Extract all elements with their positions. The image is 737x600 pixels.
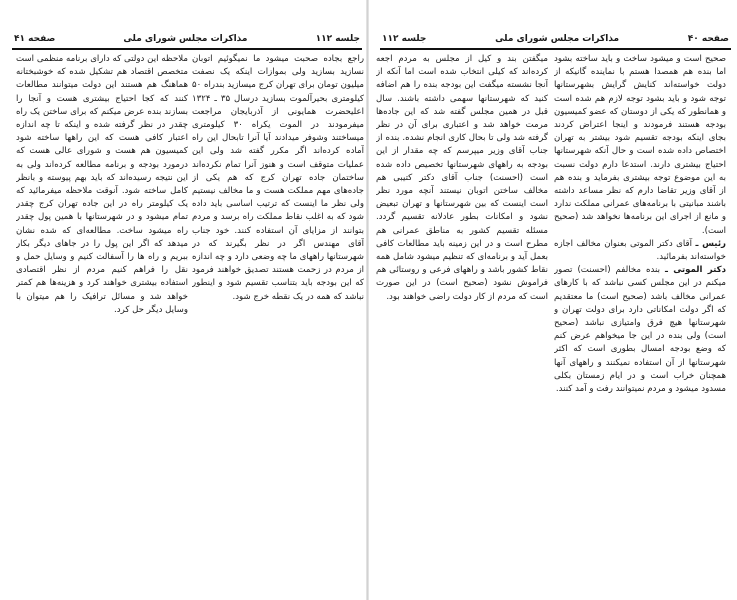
session-label: جلسه ۱۱۲ [315,34,360,44]
right-page [368,0,737,600]
text-column-right [554,53,726,593]
page-header [14,32,360,46]
header-rule [380,48,731,50]
speech-text: بنده مخالفم (احسنت) تصور میکنم در این مجلس کسی نباشد که با کارهای عمرانی مخالف باشد (صحیح است) ما معتقدیم که اگر دولت امکاناتی دارد برای دولت تهران و شهرستانها هیچ فرق وامتیازی نباشد (صحیح است) ولی بنده در این جا میخواهم عرض کنم که وضع بودجه امسال بطوری است که اکثر شهرستانها از آن استفاده نمیکنند و راههای آنها همچنان خراب است و در ایام زمستان بکلی مسدود میشود و مردم نمیتوانند رفت و آمد کنند. [554,265,726,395]
paragraph: ملاحظه این دولتی که دارای برنامه منظمی است متخصص اقتصاد هم تشکیل شده که خوشبختانه هماهنگ هم هستند این دولت میتوانند مطالعات کنند که کجا احتیاج بیشتری هست و آنجا را بسازند بنده عرض میکنم که برای ساختن یک راه چقدر در نظر گرفته شده و اینکه تا چه اندازه اعتبار کافی هست که این راهها ساخته شود کمیسیون هم هست و شورای عالی هست که درمورد بودجه و برنامه مطالعه کرده‌اند ولی به این نتیجه رسیده‌اند که باید بهم پیوسته و بانظر کامل ساخته شود. آنوقت ملاحظه میفرمائید که یک کیلومتر راه در این جاده تهران کرج چقدر تمام میشود و در شهرستانها با همین پول چقدر راه میشود ساخت. مطالعه‌ای که شده نشان میدهد که اگر این پول را در جاهای دیگر بکار ببریم و راه ها را آسفالت کنیم و وسایل حمل و نقل را فراهم کنیم مردم از نظر اقتصادی استفاده بیشتری خواهند کرد و هزینه‌ها هم کمتر خواهد شد و مسائل ترافیک را هم میتوان با وسایل دیگر حل کرد. [16,54,188,315]
speech-paragraph [554,238,726,264]
text-column-left [16,53,188,593]
speech-paragraph [554,264,726,396]
paragraph: میگفتن بند و کیل از مجلس به مردم اجعه کرده‌اند که کیلی انتخاب شده است اما آنکه از آنجا نشسته میگفت این بودجه بنده را هم اضافه کنید که شهرستانها سهمی داشته باشند. سال قبل در همین مجلس گفته شد که این جاده‌ها مرمت خواهد شد و اعتباری برای آن در نظر گرفته شد ولی تا بحال کاری انجام نشده. بنده از جناب آقای وزیر میپرسم که چه مقدار از این بودجه به راههای شهرستانها تخصیص داده شده است (احسنت) جناب آقای دکتر کتیبی هم مخالف ساختن اتوبان نیستند آنچه مورد نظر است اینست که بین شهرستانها و تهران تبعیض نشود و امکانات بطور عادلانه تقسیم گردد. مسئله تقسیم کشور به مناطق عمرانی هم مطرح است و در این زمینه باید مطالعات کافی بعمل آید و برنامه‌ای که تنظیم میشود شامل همه نقاط کشور باشد و راههای فرعی و روستائی هم فراموش نشود (صحیح است) در این صورت است که مردم از کار دولت راضی خواهند بود. [376,54,548,302]
speaker-name: دکتر الموتی ـ [665,265,726,276]
session-label: جلسه ۱۱۲ [382,34,427,44]
page-number: صفحه ۴۰ [687,34,729,44]
running-title: مذاکرات مجلس شورای ملی [495,34,620,44]
paragraph: صحیح است و میشود ساخت و باید ساخته بشود اما بنده هم همصدا هستم با نماینده گانیکه از دولت خواسته‌اند کنایش گرایش بشهرستانها توجه شود و باید بشود توجه لازم هم شده است و همانطور که یکی از دوستان که عضو کمیسیون بودجه هستند فرمودند و اینجا اعتراض کردند بجای اینکه بودجه تقسیم شود بیشتر به تهران اختصاص داده شده است و حال آنکه شهرستانها احتیاج بیشتری دارند. استدعا دارم دولت نسبت به این موضوع توجه بیشتری بفرماید و بنده هم از آقای وزیر تقاضا دارم که نظر مساعد داشته باشند مبانیتی با برنامه‌های عمرانی مملکت ندارد و مانع از اجرای این برنامه‌ها نخواهد شد (صحیح است). [554,54,726,236]
page-number: صفحه ۴۱ [14,34,56,44]
speaker-name: رئیس ـ [695,238,726,249]
speech-text: آقای دکتر الموتی بعنوان مخالف اجازه خواسته‌اند بفرمائید. [554,238,726,263]
text-column-left [376,53,548,593]
running-title: مذاکرات مجلس شورای ملی [123,34,248,44]
left-page [0,0,368,600]
paragraph: راجع بجاده صحبت میشود ما نمیگوئیم اتوبان نسازید بسازید ولی بموازات اینکه یک نصفت میلیون تومان برای تهران کرج میسازید بندراه ۵۰ کیلومتری بحیرآلموت بسازید درسال ۳۵ ـ ۱۳۲۴ اعلیحضرت همایونی از آذربایجان مراجعت میفرمودند در الموت یکراه ۳۰ کیلومتری میساختند وشوفر میدادند آیا آنرا تابحال این راه آماده کرده‌اند اگر مکرر گفته شد ولی این عملیات متوقف است و هنوز آنرا تمام نکرده‌اند ساختمان جاده تهران کرج که هم یکی از جاده‌های مهم مملکت هست و ما مخالف نیستیم ولی نظر ما اینست که ترتیب اساسی باید داده شود که به اغلب نقاط مملکت راه برسد و مردم بتوانند از مزایای آن استفاده کنند. خود جناب آقای مهندس اگر در نظر بگیرند که در شهرستانها راههای ما چه وضعی دارد و چه اندازه از مردم در زحمت هستند تصدیق خواهند فرمود که این بودجه باید بتناسب تقسیم شود و اینطور نباشد که همه در یک نقطه خرج شود. [192,54,364,302]
text-column-right [192,53,364,593]
header-rule [12,48,362,50]
page-header [382,32,729,46]
